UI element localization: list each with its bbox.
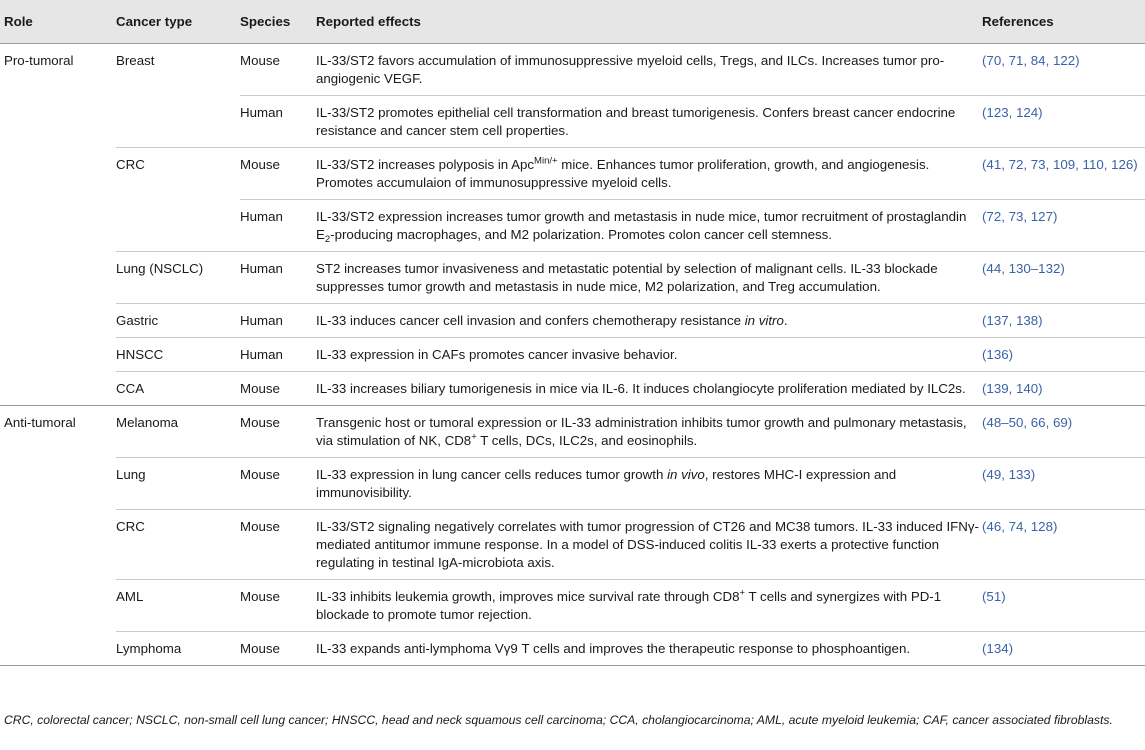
cell-species: Mouse xyxy=(240,148,316,200)
effects-text: IL-33 inhibits leukemia growth, improves mice survival rate through CD8 xyxy=(316,589,740,604)
cell-cancer-type xyxy=(116,200,240,252)
cell-cancer-type: Gastric xyxy=(116,304,240,338)
superscript: Min/+ xyxy=(534,155,558,167)
cell-cancer-type: Breast xyxy=(116,53,155,68)
cell-role xyxy=(0,304,116,338)
cell-role xyxy=(0,200,116,252)
cell-cancer-type: Lung xyxy=(116,458,240,510)
cell-species: Human xyxy=(240,200,316,252)
cell-effects: IL-33/ST2 signaling negatively correlates with tumor progression of CT26 and MC38 tumors. IL-33 induced IFNγ-mediated antitumor immune response. In a model of DSS-induced colitis IL-33 exerts a protective function regulating in testinal IgA-microbiota axis. xyxy=(316,510,982,580)
table-row xyxy=(0,510,1145,580)
cell-species: Human xyxy=(240,96,316,148)
table-row xyxy=(0,632,1145,666)
cell-role: Pro-tumoral xyxy=(4,53,74,68)
table-row xyxy=(0,338,1145,372)
cell-cancer-type: Lung (NSCLC) xyxy=(116,252,240,304)
cell-references[interactable]: (70, 71, 84, 122) xyxy=(982,53,1080,68)
cell-references[interactable]: (46, 74, 128) xyxy=(982,510,1145,580)
cell-species: Mouse xyxy=(240,406,316,458)
cell-references[interactable]: (134) xyxy=(982,632,1145,666)
cell-effects: IL-33 expands anti-lymphoma Vγ9 T cells and improves the therapeutic response to phosphoantigen. xyxy=(316,632,982,666)
header-references: References xyxy=(982,0,1145,44)
effects-text: , restores MHC-I expression and immunovisibility. xyxy=(316,467,897,500)
table-row xyxy=(0,200,1145,252)
effects-text: T cells and synergizes with PD-1 blockade to promote tumor rejection. xyxy=(316,589,942,622)
cell-references[interactable]: (44, 130–132) xyxy=(982,252,1145,304)
table-footnote: CRC, colorectal cancer; NSCLC, non-small cell lung cancer; HNSCC, head and neck squamous cell carcinoma; CCA, cholangiocarcinoma; AML, acute myeloid leukemia; CAF, cancer associated fibroblasts. xyxy=(4,713,1113,727)
cell-effects: IL-33 expression in CAFs promotes cancer invasive behavior. xyxy=(316,338,982,372)
cell-species: Mouse xyxy=(240,580,316,632)
effects-text: IL-33/ST2 expression increases tumor growth and metastasis in nude mice, tumor recruitment of prostaglandin E xyxy=(316,209,967,242)
cell-effects xyxy=(316,200,982,252)
effects-text: IL-33 induces cancer cell invasion and confers chemotherapy resistance xyxy=(316,313,745,328)
cell-references[interactable]: (41, 72, 73, 109, 110, 126) xyxy=(982,148,1145,200)
cell-cancer-type: CCA xyxy=(116,372,240,406)
table-row xyxy=(0,580,1145,632)
cell-effects xyxy=(316,148,982,200)
effects-text: T cells, DCs, ILC2s, and eosinophils. xyxy=(476,433,698,448)
cell-cancer-type xyxy=(116,96,240,148)
cell-role xyxy=(0,632,116,666)
cell-cancer-type: Melanoma xyxy=(116,406,240,458)
header-species: Species xyxy=(240,0,316,44)
cell-cancer-type: AML xyxy=(116,580,240,632)
cell-role xyxy=(0,148,116,200)
effects-text: IL-33 expression in lung cancer cells reduces tumor growth xyxy=(316,467,668,482)
italic-text: in vivo xyxy=(667,467,705,482)
cell-species: Human xyxy=(240,304,316,338)
table-row xyxy=(0,304,1145,338)
header-reported-effects: Reported effects xyxy=(316,0,982,44)
cell-cancer-type: Lymphoma xyxy=(116,632,240,666)
table-row xyxy=(0,252,1145,304)
cell-references[interactable]: (49, 133) xyxy=(982,458,1145,510)
table-row xyxy=(0,96,1145,148)
cell-species: Human xyxy=(240,338,316,372)
table-row xyxy=(0,148,1145,200)
cell-references[interactable]: (51) xyxy=(982,580,1145,632)
cell-species: Human xyxy=(240,252,316,304)
italic-text: in vitro xyxy=(744,313,784,328)
cell-cancer-type: CRC xyxy=(116,148,240,200)
cell-effects: IL-33/ST2 promotes epithelial cell transformation and breast tumorigenesis. Confers breast cancer endocrine resistance and cancer stem cell properties. xyxy=(316,96,982,148)
header-row xyxy=(0,0,1145,44)
cell-references[interactable]: (136) xyxy=(982,338,1145,372)
header-cancer-type: Cancer type xyxy=(116,0,240,44)
cell-cancer-type: HNSCC xyxy=(116,338,240,372)
subscript: 2 xyxy=(324,233,331,245)
cell-references[interactable]: (123, 124) xyxy=(982,96,1145,148)
cell-role xyxy=(0,510,116,580)
cell-role xyxy=(0,96,116,148)
cell-role xyxy=(0,372,116,406)
cell-references[interactable]: (137, 138) xyxy=(982,304,1145,338)
cell-role xyxy=(0,458,116,510)
cell-effects: ST2 increases tumor invasiveness and metastatic potential by selection of malignant cells. IL-33 blockade suppresses tumor growth and metastasis in nude mice, M2 polarization, and Treg accumulation. xyxy=(316,252,982,304)
superscript: + xyxy=(471,431,477,443)
superscript: + xyxy=(739,587,746,599)
cell-species: Mouse xyxy=(240,458,316,510)
cell-species: Mouse xyxy=(240,510,316,580)
cell-role xyxy=(0,338,116,372)
cell-effects xyxy=(316,458,982,510)
cell-effects xyxy=(316,406,982,458)
effects-text: IL-33/ST2 increases polyposis in Apc xyxy=(316,157,535,172)
cell-references[interactable]: (48–50, 66, 69) xyxy=(982,406,1145,458)
table-row xyxy=(0,458,1145,510)
table-row xyxy=(0,372,1145,406)
effects-text: mice. Enhances tumor proliferation, growth, and angiogenesis. Promotes accumulaion of immunosuppressive myeloid cells. xyxy=(316,157,930,190)
cell-effects xyxy=(316,580,982,632)
cell-role xyxy=(0,580,116,632)
effects-text: -producing macrophages, and M2 polarization. Promotes colon cancer cell stemness. xyxy=(330,227,833,242)
cell-species: Mouse xyxy=(240,632,316,666)
cell-role: Anti-tumoral xyxy=(0,406,116,458)
effects-text: Transgenic host or tumoral expression or IL-33 administration inhibits tumor growth and pulmonary metastasis, via stimulation of NK, CD8 xyxy=(316,415,967,448)
cell-role xyxy=(0,252,116,304)
effects-text: . xyxy=(783,313,788,328)
header-role: Role xyxy=(0,0,116,44)
cell-effects: IL-33 increases biliary tumorigenesis in mice via IL-6. It induces cholangiocyte proliferation mediated by ILC2s. xyxy=(316,372,982,406)
cell-effects xyxy=(316,304,982,338)
cell-references[interactable]: (72, 73, 127) xyxy=(982,200,1145,252)
cell-effects: IL-33/ST2 favors accumulation of immunosuppressive myeloid cells, Tregs, and ILCs. Increases tumor pro-angiogenic VEGF. xyxy=(316,53,945,86)
cell-references[interactable]: (139, 140) xyxy=(982,372,1145,406)
cell-species: Mouse xyxy=(240,53,280,68)
cell-species: Mouse xyxy=(240,372,316,406)
table-row xyxy=(0,44,1145,96)
table-row xyxy=(0,406,1145,458)
cell-cancer-type: CRC xyxy=(116,510,240,580)
